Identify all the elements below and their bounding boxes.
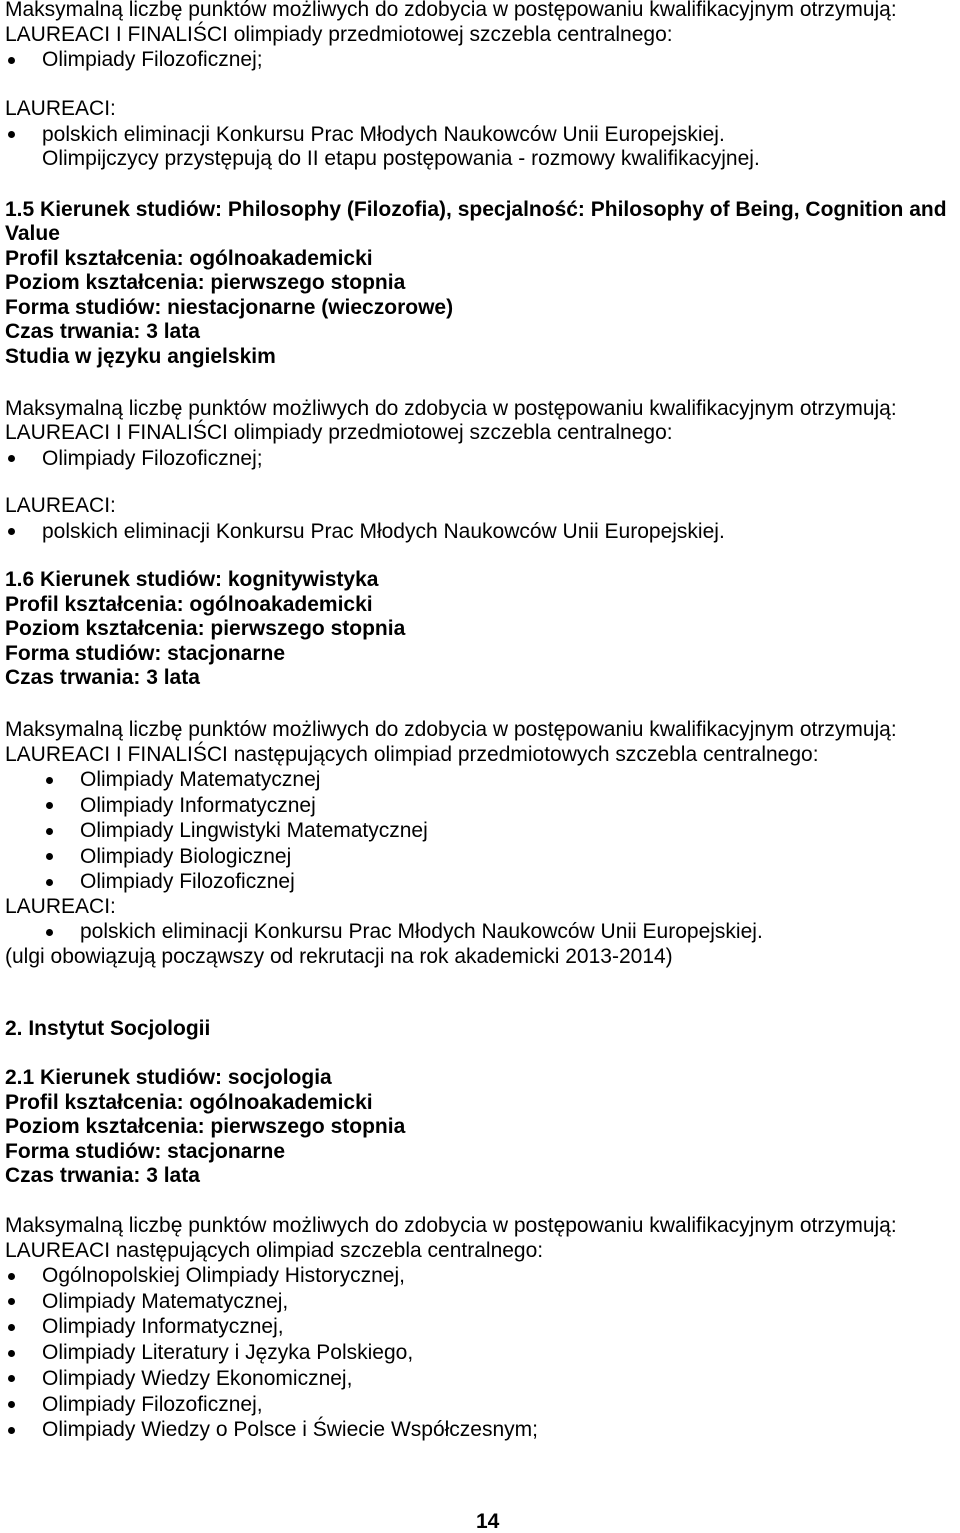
qualification-note: Olimpijczycy przystępują do II etapu postępowania - rozmowy kwalifikacyjnej. bbox=[42, 147, 760, 170]
points-intro-text: Maksymalną liczbę punktów możliwych do zdobycia w postępowaniu kwalifikacyjnym otrzymują: bbox=[5, 396, 897, 420]
bullet-icon bbox=[8, 1427, 15, 1434]
olympiad-list-item bbox=[5, 818, 960, 844]
points-intro-text: Maksymalną liczbę punktów możliwych do zdobycia w postępowaniu kwalifikacyjnym otrzymują: bbox=[5, 718, 897, 741]
bullet-icon bbox=[46, 828, 53, 835]
olympiad-list-item bbox=[5, 1366, 960, 1392]
laureates-label: LAUREACI następujących olimpiad szczebla centralnego: bbox=[5, 1238, 544, 1262]
olympiad-list-item bbox=[5, 844, 960, 870]
laureates-list-item bbox=[5, 122, 960, 148]
bullet-icon bbox=[8, 1401, 15, 1408]
program-level: Poziom kształcenia: pierwszego stopnia bbox=[5, 617, 406, 640]
laureates-finalists-label: LAUREACI I FINALIŚCI następujących olimpiad przedmiotowych szczebla centralnego: bbox=[5, 742, 819, 766]
bullet-icon bbox=[8, 57, 15, 64]
olympiad-name: Olimpiady Biologicznej bbox=[80, 844, 292, 868]
olympiad-list-item bbox=[5, 1289, 960, 1315]
bullet-icon bbox=[8, 1273, 15, 1280]
program-profile: Profil kształcenia: ogólnoakademicki bbox=[5, 246, 373, 270]
bullet-icon bbox=[8, 1350, 15, 1357]
program-heading: 2.1 Kierunek studiów: socjologia bbox=[5, 1066, 332, 1089]
program-level: Poziom kształcenia: pierwszego stopnia bbox=[5, 1115, 406, 1138]
olympiad-name: Olimpiady Filozoficznej; bbox=[42, 48, 263, 71]
laureates-list-item bbox=[5, 919, 960, 945]
program-form: Forma studiów: stacjonarne bbox=[5, 641, 286, 665]
program-profile: Profil kształcenia: ogólnoakademicki bbox=[5, 1090, 373, 1114]
page-number: 14 bbox=[476, 1510, 500, 1533]
document-page bbox=[5, 0, 960, 1443]
olympiad-name: Olimpiady Matematycznej, bbox=[42, 1289, 289, 1313]
points-intro-text: Maksymalną liczbę punktów możliwych do zdobycia w postępowaniu kwalifikacyjnym otrzymują: bbox=[5, 1214, 897, 1237]
program-level: Poziom kształcenia: pierwszego stopnia bbox=[5, 271, 406, 294]
program-form: Forma studiów: stacjonarne bbox=[5, 1139, 286, 1163]
institute-heading: 2. Instytut Socjologii bbox=[5, 1017, 211, 1040]
laureates-list-item bbox=[5, 519, 960, 545]
bullet-icon bbox=[8, 131, 15, 138]
program-form: Forma studiów: niestacjonarne (wieczorowe) bbox=[5, 295, 454, 319]
laureates-label: LAUREACI: bbox=[5, 97, 116, 120]
olympiad-list-item bbox=[5, 869, 960, 895]
olympiad-list bbox=[5, 446, 960, 472]
laureates-list bbox=[5, 919, 960, 945]
olympiad-name: Olimpiady Informatycznej, bbox=[42, 1315, 284, 1339]
olympiad-list-item bbox=[5, 793, 960, 819]
bullet-icon bbox=[46, 879, 53, 886]
bullet-icon bbox=[46, 777, 53, 784]
olympiad-name: Ogólnopolskiej Olimpiady Historycznej, bbox=[42, 1264, 405, 1287]
olympiad-list bbox=[5, 47, 960, 73]
bullet-icon bbox=[46, 929, 53, 936]
laureates-list bbox=[5, 122, 960, 148]
program-2-1 bbox=[5, 1066, 960, 1443]
program-1-5 bbox=[5, 198, 960, 545]
validity-note: (ulgi obowiązują począwszy od rekrutacji na rok akademicki 2013-2014) bbox=[5, 944, 673, 968]
olympiad-name: Olimpiady Filozoficznej, bbox=[42, 1392, 263, 1416]
laureates-item-text: polskich eliminacji Konkursu Prac Młodych Naukowców Unii Europejskiej. bbox=[42, 519, 725, 543]
bullet-icon bbox=[46, 853, 53, 860]
olympiad-list-item bbox=[5, 767, 960, 793]
olympiad-list bbox=[5, 767, 960, 895]
bullet-icon bbox=[8, 1375, 15, 1382]
olympiad-name: Olimpiady Filozoficznej bbox=[80, 870, 295, 893]
program-1-6 bbox=[5, 568, 960, 969]
program-duration: Czas trwania: 3 lata bbox=[5, 320, 200, 343]
laureates-item-text: polskich eliminacji Konkursu Prac Młodych Naukowców Unii Europejskiej. bbox=[42, 122, 725, 146]
program-heading: 1.5 Kierunek studiów: Philosophy (Filozofia), specjalność: Philosophy of Being, Cognition and Value bbox=[5, 197, 947, 245]
olympiad-list-item bbox=[5, 1263, 960, 1289]
laureates-label: LAUREACI: bbox=[5, 494, 116, 517]
olympiad-name: Olimpiady Wiedzy Ekonomicznej, bbox=[42, 1366, 353, 1390]
bullet-icon bbox=[8, 1298, 15, 1305]
olympiad-name: Olimpiady Wiedzy o Polsce i Świecie Współczesnym; bbox=[42, 1418, 538, 1442]
olympiad-name: Olimpiady Informatycznej bbox=[80, 793, 316, 817]
olympiad-list-item bbox=[5, 446, 960, 472]
olympiad-name: Olimpiady Lingwistyki Matematycznej bbox=[80, 819, 428, 842]
program-language: Studia w języku angielskim bbox=[5, 344, 276, 368]
olympiad-name: Olimpiady Filozoficznej; bbox=[42, 446, 263, 470]
laureates-finalists-label: LAUREACI I FINALIŚCI olimpiady przedmiotowej szczebla centralnego: bbox=[5, 421, 673, 444]
bullet-icon bbox=[8, 528, 15, 535]
program-heading: 1.6 Kierunek studiów: kognitywistyka bbox=[5, 568, 379, 591]
previous-program-admission bbox=[5, 0, 960, 172]
olympiad-list-item bbox=[5, 47, 960, 73]
bullet-icon bbox=[8, 455, 15, 462]
laureates-list bbox=[5, 519, 960, 545]
program-duration: Czas trwania: 3 lata bbox=[5, 1164, 200, 1187]
laureates-item-text: polskich eliminacji Konkursu Prac Młodych Naukowców Unii Europejskiej. bbox=[80, 920, 763, 943]
olympiad-list-item bbox=[5, 1340, 960, 1366]
olympiad-list-item bbox=[5, 1314, 960, 1340]
institute-2 bbox=[5, 1017, 960, 1042]
olympiad-list-item bbox=[5, 1392, 960, 1418]
bullet-icon bbox=[8, 1324, 15, 1331]
laureates-label: LAUREACI: bbox=[5, 894, 116, 918]
olympiad-list bbox=[5, 1263, 960, 1443]
program-profile: Profil kształcenia: ogólnoakademicki bbox=[5, 592, 373, 616]
olympiad-name: Olimpiady Matematycznej bbox=[80, 768, 321, 791]
olympiad-list-item bbox=[5, 1417, 960, 1443]
points-intro-text: Maksymalną liczbę punktów możliwych do zdobycia w postępowaniu kwalifikacyjnym otrzymują: bbox=[5, 0, 897, 21]
olympiad-name: Olimpiady Literatury i Języka Polskiego, bbox=[42, 1341, 414, 1365]
bullet-icon bbox=[46, 802, 53, 809]
laureates-finalists-label: LAUREACI I FINALIŚCI olimpiady przedmiotowej szczebla centralnego: bbox=[5, 22, 673, 46]
program-duration: Czas trwania: 3 lata bbox=[5, 666, 200, 689]
